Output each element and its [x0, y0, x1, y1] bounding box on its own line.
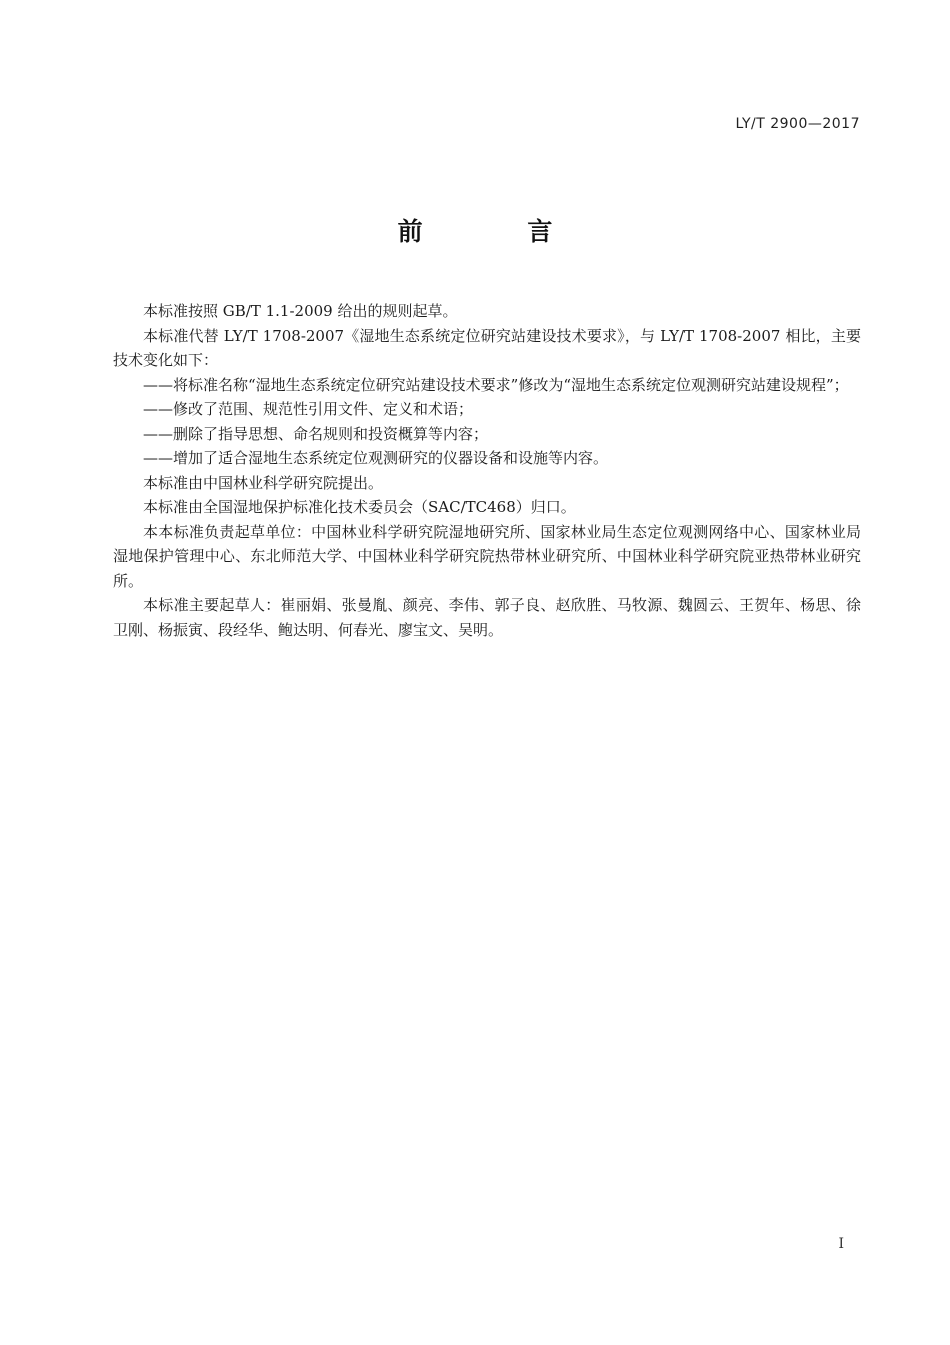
paragraph: ——修改了范围、规范性引用文件、定义和术语；	[143, 400, 474, 418]
paragraph: 本标准由全国湿地保护标准化技术委员会（SAC/TC468）归口。	[143, 498, 576, 516]
paragraph: 本标准按照 GB/T 1.1-2009 给出的规则起草。	[143, 302, 458, 320]
paragraph: 本标准代替 LY/T 1708-2007《湿地生态系统定位研究站建设技术要求》，与 LY/T 1708-2007 相比，主要技术变化如下：	[113, 326, 861, 369]
paragraph: ——增加了适合湿地生态系统定位观测研究的仪器设备和设施等内容。	[143, 449, 609, 467]
standard-code: LY/T 2900—2017	[735, 116, 860, 132]
page-title: 前 言	[397, 217, 601, 246]
foreword-body	[113, 299, 861, 642]
page-number: I	[838, 1236, 844, 1252]
paragraph: 本本标准负责起草单位：中国林业科学研究院湿地研究所、国家林业局生态定位观测网络中心、国家林业局湿地保护管理中心、东北师范大学、中国林业科学研究院热带林业研究所、中国林业科学研究院亚热带林业研究所。	[113, 522, 861, 590]
paragraph: ——将标准名称“湿地生态系统定位研究站建设技术要求”修改为“湿地生态系统定位观测研究站建设规程”；	[143, 375, 849, 394]
paragraph: 本标准主要起草人：崔丽娟、张曼胤、颜亮、李伟、郭子良、赵欣胜、马牧源、魏圆云、王贺年、杨思、徐卫刚、杨振寅、段经华、鲍达明、何春光、廖宝文、吴明。	[113, 596, 861, 639]
paragraph: ——删除了指导思想、命名规则和投资概算等内容；	[143, 424, 489, 443]
paragraph: 本标准由中国林业科学研究院提出。	[143, 473, 384, 492]
